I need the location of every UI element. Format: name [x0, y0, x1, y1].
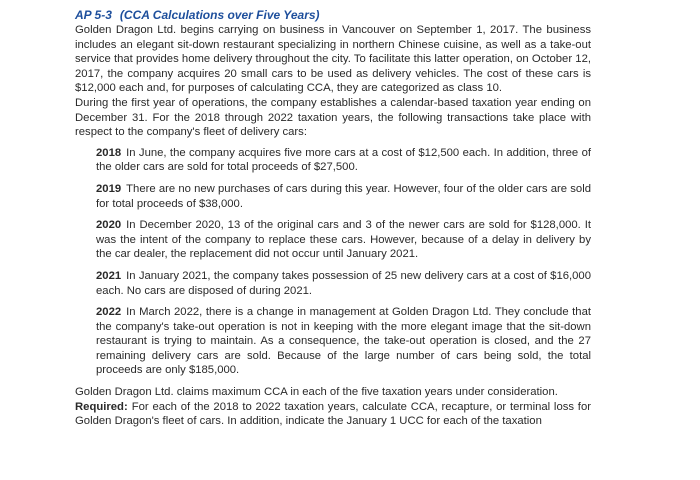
transaction-year: 2018	[96, 146, 122, 159]
transaction-year: 2021	[96, 269, 122, 282]
transaction-year: 2020	[96, 219, 122, 232]
transaction-text: In June, the company acquires five more cars at a cost of $12,500 each. In addition, three of the older cars are sold for total proceeds of $27,500.	[96, 146, 591, 174]
problem-page	[75, 8, 591, 429]
required-text: For each of the 2018 to 2022 taxation years, calculate CCA, recapture, or terminal loss for Golden Dragon's fleet of cars. In addition, indicate the January 1 UCC for each of the taxation	[75, 400, 591, 428]
transaction-item-2021	[96, 269, 591, 298]
problem-heading	[75, 8, 591, 23]
transactions-paragraph: During the first year of operations, the company establishes a calendar-based taxation year ending on December 31. For the 2018 through 2022 taxation years, the following transactions take place with respect to the company's fleet of delivery cars:	[75, 96, 591, 139]
transaction-item-2022	[96, 305, 591, 378]
transaction-year: 2019	[96, 182, 122, 195]
transaction-text: In March 2022, there is a change in management at Golden Dragon Ltd. They conclude that the company's take-out operation is not in keeping with the more elegant image that the sit-down restaurant is trying to maintain. As a consequence, the take-out operation is closed, and the 27 remaining delivery cars are sold. Because of the large number of cars being sold, the total proceeds are only $185,000.	[96, 306, 591, 377]
problem-title: (CCA Calculations over Five Years)	[119, 8, 320, 22]
transaction-year: 2022	[96, 306, 122, 319]
transaction-item-2018	[96, 146, 591, 175]
required-paragraph	[75, 400, 591, 429]
transaction-text: In January 2021, the company takes possession of 25 new delivery cars at a cost of $16,000 each. No cars are disposed of during 2021.	[96, 269, 591, 297]
transaction-item-2019	[96, 182, 591, 211]
intro-paragraph: Golden Dragon Ltd. begins carrying on business in Vancouver on September 1, 2017. The business includes an elegant sit-down restaurant specializing in northern Chinese cuisine, as well as a take-out service that provides home delivery throughout the city. To facilitate this latter operation, on October 12, 2017, the company acquires 20 small cars to be used as delivery vehicles. The cost of these cars is $12,000 each and, for purposes of calculating CCA, they are categorized as class 10.	[75, 24, 591, 95]
problem-id: AP 5-3	[75, 8, 112, 22]
transaction-text: There are no new purchases of cars during this year. However, four of the older cars are sold for total proceeds of $38,000.	[96, 182, 591, 210]
transaction-item-2020	[96, 218, 591, 262]
required-label: Required:	[75, 400, 128, 413]
closing-paragraph: Golden Dragon Ltd. claims maximum CCA in each of the five taxation years under consideration.	[75, 386, 558, 399]
transaction-text: In December 2020, 13 of the original cars and 3 of the newer cars are sold for $128,000. It was the intent of the company to replace these cars. However, because of a delay in delivery by the car dealer, the replacement did not occur until January 2021.	[96, 219, 591, 261]
transaction-list	[96, 146, 591, 378]
